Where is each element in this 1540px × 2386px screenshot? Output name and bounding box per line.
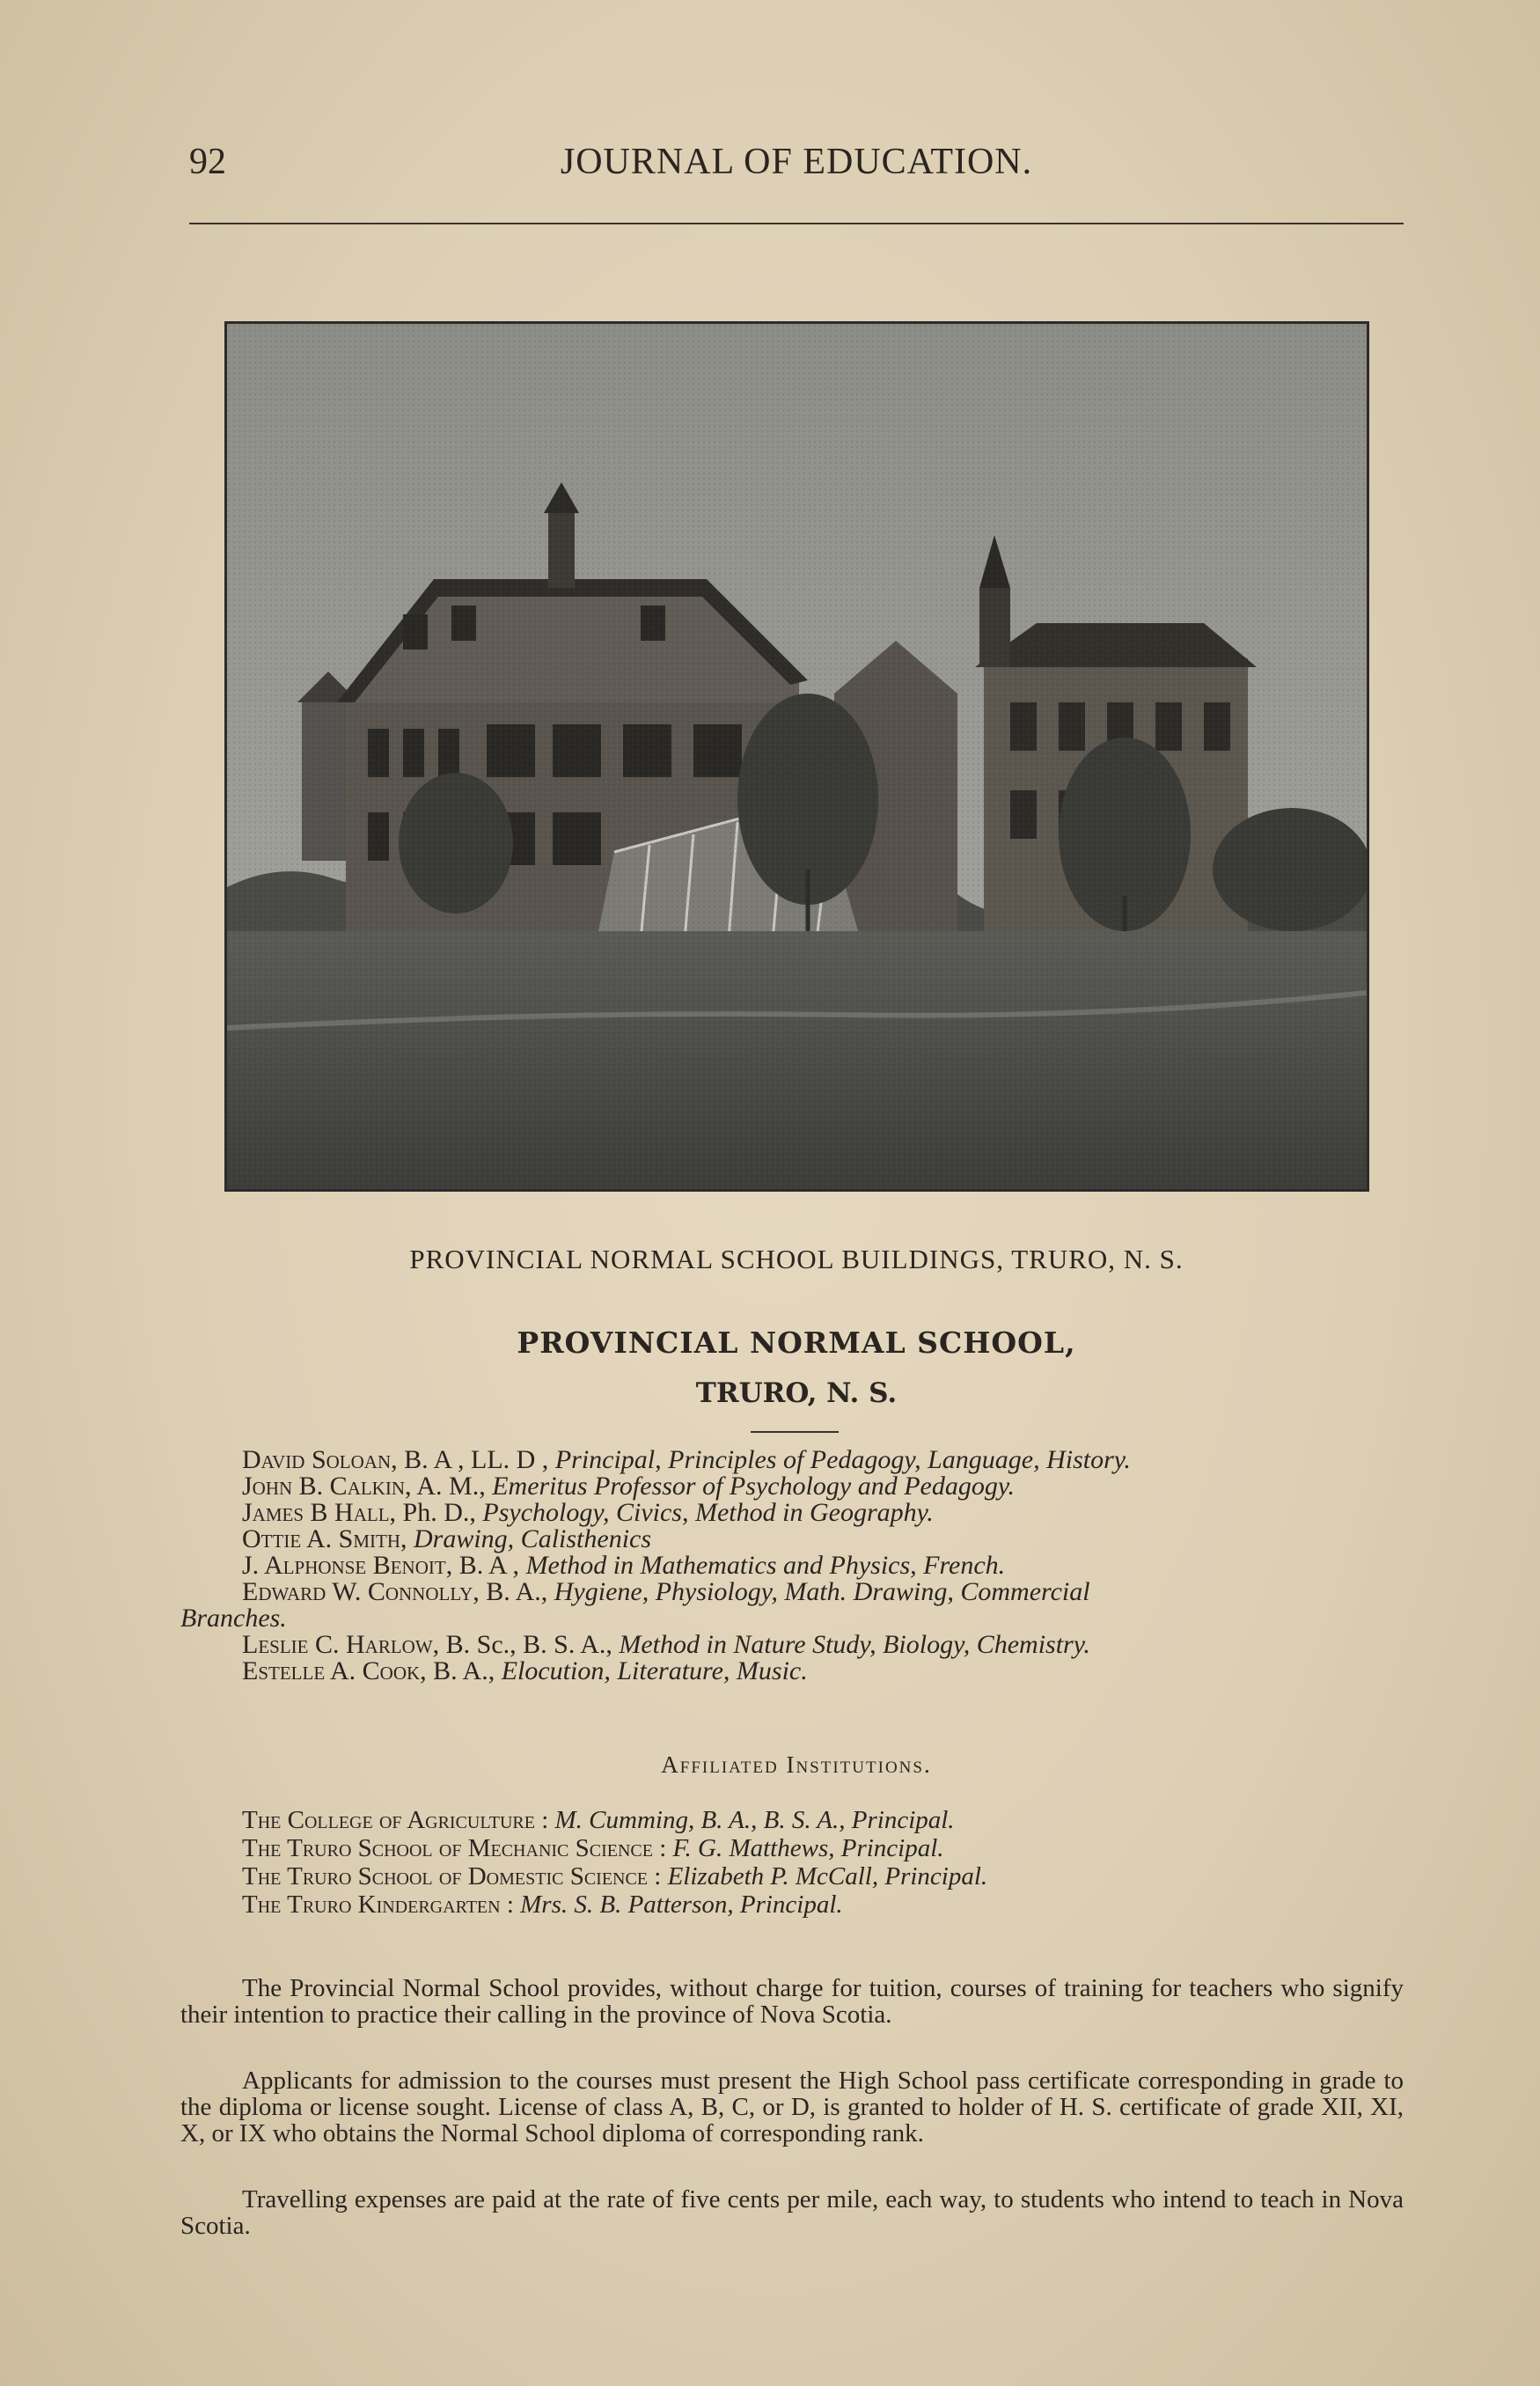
faculty-entry [180,1553,1412,1579]
faculty-subjects: Elocution, Literature, Music. [501,1656,808,1685]
faculty-degrees: , B. A., [420,1656,502,1685]
body-paragraph-tuition: The Provincial Normal School provides, without charge for tuition, courses of training for teachers who signify their intention to practice their calling in the province of Nova Scotia. [180,1974,1404,2029]
faculty-entry [180,1579,1412,1605]
faculty-subjects: Psychology, Civics, Method in Geography. [482,1498,934,1527]
affiliate-institution: The Truro Kindergarten : [242,1890,521,1919]
affiliate-entry [242,1834,1404,1862]
affiliate-institution: The Truro School of Mechanic Science : [242,1834,673,1862]
body-paragraph-admission: Applicants for admission to the courses must present the High School pass certificate corresponding in grade to the diploma or license sought. License of class A, B, C, or D, is granted to holder of H. S. certificate of grade XII, XI, X, or IX who obtains the Normal School diploma of corresponding rank. [180,2067,1404,2147]
faculty-degrees: , A. M., [405,1472,493,1501]
affiliate-head: M. Cumming, B. A., B. S. A., Principal. [554,1806,955,1834]
photo-caption: PROVINCIAL NORMAL SCHOOL BUILDINGS, TRURO, N. S. [409,1244,1184,1274]
faculty-subjects: Drawing, Calisthenics [414,1524,652,1553]
faculty-degrees: , B. A., [473,1577,554,1606]
school-buildings-photo [224,321,1369,1192]
faculty-name: Leslie C. Harlow [242,1630,433,1659]
faculty-subjects: Method in Mathematics and Physics, French. [525,1551,1006,1580]
faculty-entry [180,1632,1412,1658]
faculty-name: David Soloan [242,1445,392,1474]
faculty-entry [180,1447,1412,1473]
journal-title: JOURNAL OF EDUCATION. [560,142,1033,182]
faculty-subjects: Hygiene, Physiology, Math. Drawing, Commercial [554,1577,1090,1606]
faculty-entry [180,1473,1412,1500]
affiliate-head: F. G. Matthews, Principal. [672,1834,944,1862]
faculty-degrees: , B. A , [445,1551,526,1580]
faculty-name: Ottie A. Smith [242,1524,400,1553]
faculty-name: John B. Calkin [242,1472,406,1501]
faculty-entry-continuation [180,1605,1412,1632]
affiliated-institutions-title: Affiliated Institutions. [661,1751,932,1778]
page-number: 92 [189,142,226,182]
faculty-name: J. Alphonse Benoit [242,1551,446,1580]
affiliate-institution: The College of Agriculture : [242,1806,555,1834]
faculty-list [180,1447,1412,1685]
header-rule [189,223,1404,224]
affiliate-entry [242,1862,1404,1890]
affiliated-institutions-list [242,1806,1404,1919]
affiliate-head: Elizabeth P. McCall, Principal. [667,1862,988,1890]
faculty-entry [180,1526,1412,1553]
affiliate-institution: The Truro School of Domestic Science : [242,1862,668,1890]
faculty-name: Edward W. Connolly [242,1577,473,1606]
body-paragraph-travel: Travelling expenses are paid at the rate of five cents per mile, each way, to students who intend to teach in Nova Scotia. [180,2185,1404,2240]
faculty-degrees: , B. Sc., B. S. A., [432,1630,620,1659]
faculty-name: James B Hall [242,1498,390,1527]
faculty-entry [180,1500,1412,1526]
faculty-degrees: , [400,1524,414,1553]
faculty-subjects: Emeritus Professor of Psychology and Pedagogy. [492,1472,1016,1501]
faculty-entry [180,1658,1412,1685]
faculty-subjects: Principal, Principles of Pedagogy, Language, History. [554,1445,1131,1474]
faculty-degrees: , B. A , LL. D , [391,1445,555,1474]
faculty-subjects: Method in Nature Study, Biology, Chemistry. [619,1630,1090,1659]
page-header [189,141,1404,194]
faculty-degrees: , Ph. D., [389,1498,483,1527]
affiliate-head: Mrs. S. B. Patterson, Principal. [520,1890,843,1919]
school-name-heading: PROVINCIAL NORMAL SCHOOL, [517,1325,1076,1360]
affiliate-entry [242,1890,1404,1919]
heading-rule [751,1431,839,1433]
school-location-heading: TRURO, N. S. [695,1377,898,1409]
affiliate-entry [242,1806,1404,1834]
faculty-name: Estelle A. Cook [242,1656,421,1685]
faculty-subjects-continued: Branches. [180,1604,287,1633]
